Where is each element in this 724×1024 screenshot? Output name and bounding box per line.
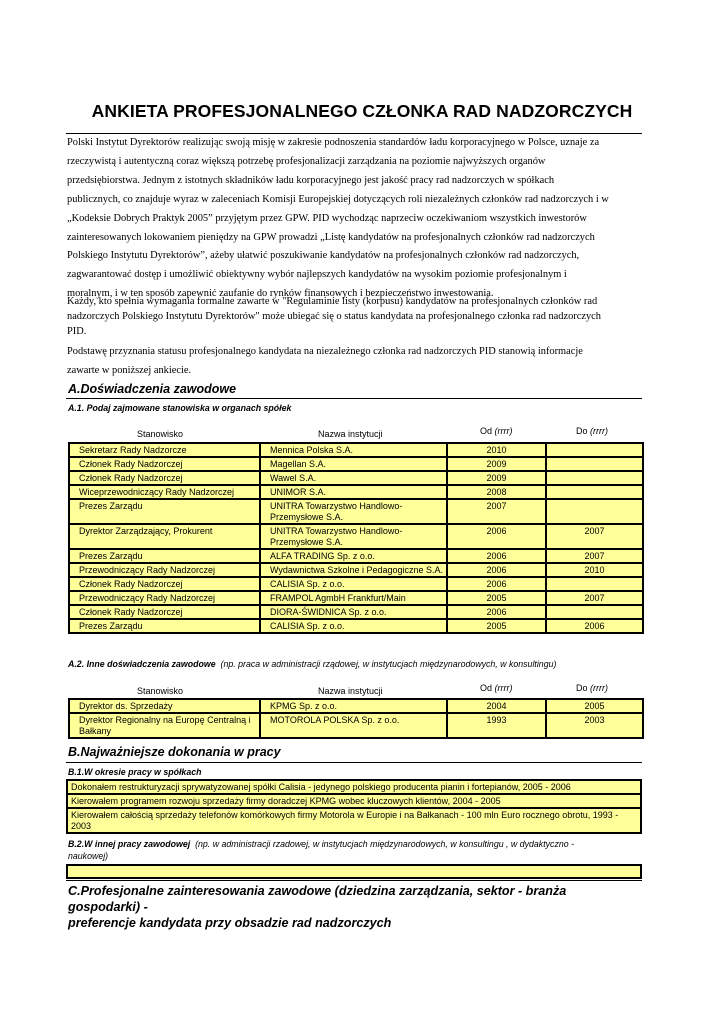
a1-cell-from[interactable]: 2009 (447, 457, 546, 471)
b1-row (67, 808, 641, 833)
a2-cell-to[interactable]: 2003 (546, 713, 643, 738)
a1-cell-from[interactable]: 2007 (447, 499, 546, 524)
intro-line: rzeczywistą i autentyczną coraz większą potrzebę profesjonalizacji zarządzania na poziomie najwyższych organów (67, 155, 546, 167)
a2-cell-institution[interactable]: KPMG Sp. z o.o. (260, 699, 447, 713)
a2-label: A.2. Inne doświadczenia zawodowe (np. praca w administracji rządowej, w instytucjach międzynarodowych, w konsultingu) (68, 659, 557, 669)
b2-table (66, 864, 642, 879)
a1-cell-to[interactable] (546, 457, 643, 471)
section-c-rule (66, 880, 642, 881)
a1-cell-institution[interactable]: CALISIA Sp. z o.o. (260, 619, 447, 633)
a1-cell-from[interactable]: 2009 (447, 471, 546, 485)
a1-cell-from[interactable]: 2006 (447, 563, 546, 577)
a1-row (69, 471, 643, 485)
a1-cell-to[interactable] (546, 499, 643, 524)
intro-line: Polskiego Instytutu Dyrektorów”, ażeby ułatwić poszukiwanie kandydatów na profesjonalnych członków rad nadzorczych, (67, 250, 580, 262)
a1-cell-institution[interactable]: Mennica Polska S.A. (260, 443, 447, 457)
a2-cell-from[interactable]: 1993 (447, 713, 546, 738)
section-c-heading (68, 883, 638, 931)
a2-cell-position[interactable]: Dyrektor Regionalny na Europę Centralną i Bałkany (69, 713, 260, 738)
a1-row (69, 499, 643, 524)
a1-row (69, 619, 643, 633)
intro-line: Podstawę przyznania statusu profesjonalnego kandydata na niezależnego członka rad nadzorczych PID stanowią informacje (67, 346, 583, 357)
page-title: ANKIETA PROFESJONALNEGO CZŁONKA RAD NADZORCZYCH (91, 101, 633, 121)
b1-row (67, 780, 641, 794)
a1-cell-from[interactable]: 2010 (447, 443, 546, 457)
a1-cell-to[interactable]: 2010 (546, 563, 643, 577)
a1-cell-institution[interactable]: CALISIA Sp. z o.o. (260, 577, 447, 591)
b1-label: B.1.W okresie pracy w spółkach (68, 767, 202, 777)
a1-cell-to[interactable]: 2006 (546, 619, 643, 633)
a1-cell-from[interactable]: 2006 (447, 577, 546, 591)
a1-cell-from[interactable]: 2005 (447, 591, 546, 605)
a2-cell-position[interactable]: Dyrektor ds. Sprzedaży (69, 699, 260, 713)
a2-cell-institution[interactable]: MOTOROLA POLSKA Sp. z o.o. (260, 713, 447, 738)
a1-cell-position[interactable]: Dyrektor Zarządzający, Prokurent (69, 524, 260, 549)
a1-cell-position[interactable]: Prezes Zarządu (69, 549, 260, 563)
b2-label: B.2.W innej pracy zawodowej (np. w administracji rzadowej, w instytucjach międzynarodowych, w konsultingu , w dydaktyczno - naukowej) (68, 839, 575, 861)
intro-line: Każdy, kto spełnia wymagania formalne zawarte w "Regulaminie listy (korpusu) kandydatów na profesjonalnych członków rad (67, 296, 598, 307)
a1-cell-position[interactable]: Prezes Zarządu (69, 619, 260, 633)
a1-row (69, 457, 643, 471)
a1-cell-institution[interactable]: ALFA TRADING Sp. z o.o. (260, 549, 447, 563)
intro-line: moralnym, i w ten sposób zapewnić zaufanie do rynków finansowych i bezpieczeństwo inwestowania. (67, 288, 494, 300)
intro-line: zawarte w poniższej ankiecie. (67, 364, 192, 376)
a1-row (69, 443, 643, 457)
intro-line: publicznych, co znajduje wyraz w zaleceniach Komisji Europejskiej dotyczących roli niezależnych członków rad nadzorczych i w (67, 193, 609, 205)
a1-cell-institution[interactable]: UNITRA Towarzystwo Handlowo-Przemysłowe S.A. (260, 499, 447, 524)
col-header-institution: Nazwa instytucji (318, 429, 383, 439)
intro-line: Polski Instytut Dyrektorów realizując swoją misję w zakresie podnoszenia standardów ładu korporacyjnego w Polsce, uznaje za (67, 137, 600, 148)
a1-cell-to[interactable] (546, 485, 643, 499)
a1-cell-from[interactable]: 2005 (447, 619, 546, 633)
a1-cell-position[interactable]: Członek Rady Nadzorczej (69, 605, 260, 619)
section-c-heading-line: C.Profesjonalne zainteresowania zawodowe (dziedzina zarządzania, sektor - branża gospodarki) - (68, 884, 567, 914)
b1-achievement-cell[interactable]: Kierowałem programem rozwoju sprzedaży firmy doradczej KPMG wobec kluczowych klientów, 2004 - 2005 (67, 794, 641, 808)
a2-row (69, 713, 643, 738)
a1-row (69, 563, 643, 577)
a1-cell-position[interactable]: Przewodniczący Rady Nadzorczej (69, 591, 260, 605)
a1-positions-table (68, 442, 644, 634)
a1-row (69, 605, 643, 619)
section-a-rule (66, 398, 642, 399)
a1-cell-from[interactable]: 2006 (447, 605, 546, 619)
a1-row (69, 577, 643, 591)
a2-cell-to[interactable]: 2005 (546, 699, 643, 713)
a2-col-header-position: Stanowisko (137, 686, 184, 696)
a1-row (69, 549, 643, 563)
section-b-heading: B.Najważniejsze dokonania w pracy (68, 745, 281, 759)
a1-cell-institution[interactable]: Wawel S.A. (260, 471, 447, 485)
a1-cell-institution[interactable]: Magellan S.A. (260, 457, 447, 471)
intro-line: zainteresowanych lokowaniem pieniędzy na GPW prowadzi „Listę kandydatów na profesjonalnych członków rad nadzorczych (67, 231, 595, 243)
section-b-rule (66, 762, 642, 763)
a1-cell-from[interactable]: 2008 (447, 485, 546, 499)
a1-cell-position[interactable]: Sekretarz Rady Nadzorcze (69, 443, 260, 457)
a2-cell-from[interactable]: 2004 (447, 699, 546, 713)
a1-cell-institution[interactable]: UNIMOR S.A. (260, 485, 447, 499)
section-c-heading-line: preferencje kandydata przy obsadzie rad nadzorczych (68, 916, 392, 930)
a1-cell-to[interactable]: 2007 (546, 549, 643, 563)
intro-line: przedsiębiorstwa. Jednym z istotnych składników ładu korporacyjnego jest jakość pracy rad nadzorczych w spółkach (67, 174, 555, 186)
a1-row (69, 485, 643, 499)
a1-cell-to[interactable] (546, 471, 643, 485)
a1-cell-institution[interactable]: DIORA-ŚWIDNICA Sp. z o.o. (260, 605, 447, 619)
a2-col-header-to: Do (rrrr) (576, 683, 609, 693)
a1-row (69, 591, 643, 605)
a1-cell-position[interactable]: Przewodniczący Rady Nadzorczej (69, 563, 260, 577)
intro-paragraph-3 (67, 343, 643, 381)
section-a-heading: A.Doświadczenia zawodowe (68, 382, 237, 396)
a2-row (69, 699, 643, 713)
col-header-to: Do (rrrr) (576, 426, 609, 436)
intro-paragraph (67, 134, 643, 304)
intro-paragraph-2 (67, 294, 643, 340)
a1-cell-to[interactable] (546, 443, 643, 457)
a1-cell-position[interactable]: Członek Rady Nadzorczej (69, 457, 260, 471)
b1-achievement-cell[interactable]: Kierowałem całością sprzedaży telefonów komórkowych firmy Motorola w Europie i na Bałkanach - 100 mln Euro rocznego obrotu, 1993 - 2003 (67, 808, 641, 833)
b1-row (67, 794, 641, 808)
a1-cell-from[interactable]: 2006 (447, 549, 546, 563)
b1-achievement-cell[interactable]: Dokonałem restrukturyzacji sprywatyzowanej spółki Calisia - jedynego polskiego producenta pianin i fortepianów, 2005 - 2006 (67, 780, 641, 794)
intro-line: zagwarantować dostęp i umożliwić obiektywny wybór najlepszych kandydatów na wysokim poziomie profesjonalnym i (67, 269, 567, 281)
a1-cell-position[interactable]: Członek Rady Nadzorczej (69, 471, 260, 485)
col-header-from: Od (rrrr) (480, 426, 513, 436)
a1-cell-institution[interactable]: UNITRA Towarzystwo Handlowo-Przemysłowe S.A. (260, 524, 447, 549)
a1-cell-position[interactable]: Członek Rady Nadzorczej (69, 577, 260, 591)
a1-cell-from[interactable]: 2006 (447, 524, 546, 549)
a1-cell-to[interactable]: 2007 (546, 591, 643, 605)
intro-line: nadzorczych Polskiego Instytutu Dyrektorów" może ubiegać się o status kandydata na profesjonalnego członka rad nadzorczych (67, 311, 601, 323)
a1-cell-institution[interactable]: FRAMPOL AgmbH Frankfurt/Main (260, 591, 447, 605)
a2-col-header-institution: Nazwa instytucji (318, 686, 383, 696)
a2-positions-table (68, 698, 644, 739)
a1-cell-to[interactable] (546, 577, 643, 591)
a1-row (69, 524, 643, 549)
a1-cell-to[interactable]: 2007 (546, 524, 643, 549)
a1-label: A.1. Podaj zajmowane stanowiska w organach spółek (68, 403, 292, 413)
a1-cell-position[interactable]: Wiceprzewodniczący Rady Nadzorczej (69, 485, 260, 499)
intro-line: „Kodeksie Dobrych Praktyk 2005” przyjętym przez GPW. PID wychodząc naprzeciw oczekiwaniom wszystkich inwestorów (67, 212, 587, 224)
intro-line: PID. (67, 326, 87, 338)
a2-col-header-from: Od (rrrr) (480, 683, 513, 693)
a1-cell-to[interactable] (546, 605, 643, 619)
col-header-position: Stanowisko (137, 429, 184, 439)
a1-cell-position[interactable]: Prezes Zarządu (69, 499, 260, 524)
b1-achievements-table (66, 779, 642, 834)
b2-value-cell[interactable] (67, 865, 641, 878)
a1-cell-institution[interactable]: Wydawnictwa Szkolne i Pedagogiczne S.A. (260, 563, 447, 577)
